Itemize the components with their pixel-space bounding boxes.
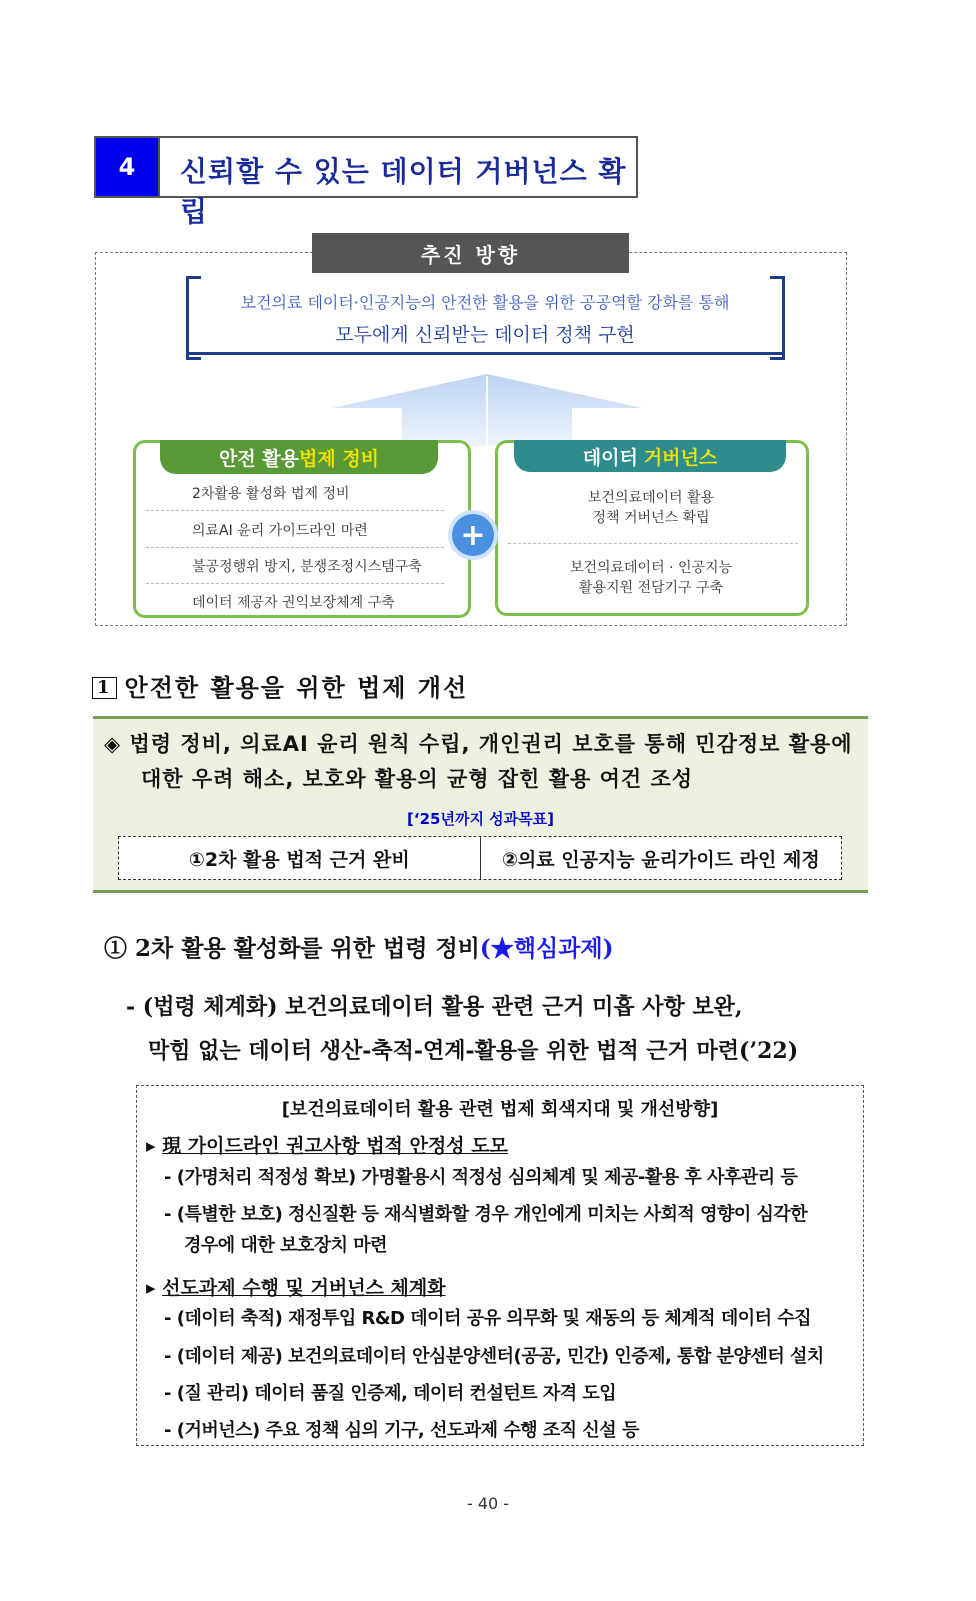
detail-group-heading (146, 1273, 446, 1300)
detail-line: - (데이터 제공) 보건의료데이터 안심분양센터(공공, 민간) 인증제, 통합 분양센터 설치 (164, 1346, 824, 1367)
divider (146, 510, 444, 511)
core-task-label: (★핵심과제) (479, 935, 614, 962)
legal-item: 2차활용 활성화 법제 정비 (192, 486, 350, 502)
detail-line: - (거버넌스) 주요 정책 심의 기구, 선도과제 수행 조직 신설 등 (164, 1420, 639, 1441)
target-table (118, 836, 842, 880)
vision-line-1: 보건의료 데이터·인공지능의 안전한 활용을 위한 공공역할 강화를 통해 (240, 293, 730, 312)
detail-line: 경우에 대한 보호장치 마련 (184, 1235, 388, 1256)
direction-tag: 추진 방향 (312, 233, 629, 273)
subsection-title (92, 668, 468, 703)
item-title (104, 930, 614, 963)
goal-line-2: 대한 우려 해소, 보호와 활용의 균형 잡힌 활용 여건 조성 (141, 767, 694, 791)
legal-title-prefix: 안전 활용 (218, 447, 299, 470)
plus-icon: + (452, 514, 494, 556)
legal-item: 불공정행위 방지, 분쟁조정시스템구축 (192, 559, 422, 575)
legal-item: 데이터 제공자 권익보장체계 구축 (192, 595, 395, 611)
vision-underline (186, 352, 785, 355)
vision-bracket-left (186, 276, 201, 360)
subsection-title-text: 안전한 활용을 위한 법제 개선 (124, 673, 469, 702)
governance-item (520, 488, 782, 528)
detail-title: [보건의료데이터 활용 관련 법제 회색지대 및 개선방향] (281, 1099, 719, 1120)
governance-box-title (514, 440, 786, 472)
bullet-icon: ▸ (146, 1135, 156, 1157)
target-cell: ①2차 활용 법적 근거 완비 (188, 848, 410, 871)
vision-line-2: 모두에게 신뢰받는 데이터 정책 구현 (335, 324, 635, 346)
target-cell: ②의료 인공지능 윤리가이드 라인 제정 (480, 837, 842, 879)
paragraph-line-2: 막힘 없는 데이터 생산-축적-연계-활용을 위한 법적 근거 마련(’22) (148, 1038, 799, 1064)
legal-title-highlight: 법제 정비 (299, 447, 380, 470)
divider (146, 547, 444, 548)
governance-title-prefix: 데이터 (582, 446, 638, 469)
upward-arrow-graphic (322, 372, 652, 446)
detail-line: - (질 관리) 데이터 품질 인증제, 데이터 컨설턴트 자격 도입 (164, 1383, 617, 1404)
subsection-number: 1 (92, 677, 117, 699)
governance-item-line: 보건의료데이터 · 인공지능 (569, 560, 733, 576)
detail-line: - (데이터 축적) 재정투입 R&D 데이터 공유 의무화 및 재동의 등 체계적 데이터 수집 (164, 1308, 812, 1329)
governance-title-highlight: 거버넌스 (643, 446, 718, 469)
legal-box-title (160, 440, 438, 474)
section-title: 신뢰할 수 있는 데이터 거버넌스 확립 (180, 155, 627, 228)
target-label: [‘25년까지 성과목표] (407, 810, 554, 828)
group-heading-text: 선도과제 수행 및 거버넌스 체계화 (162, 1277, 446, 1299)
governance-item (520, 558, 782, 598)
paragraph-line-1: - (법령 체계화) 보건의료데이터 활용 관련 근거 미흡 사항 보완, (126, 994, 743, 1020)
divider (508, 543, 798, 544)
group-heading-text: 現 가이드라인 권고사항 법적 안정성 도모 (162, 1135, 508, 1157)
governance-item-line: 활용지원 전담기구 구축 (578, 580, 724, 596)
governance-item-line: 보건의료데이터 활용 (587, 490, 715, 506)
detail-line: - (가명처리 적정성 확보) 가명활용시 적정성 심의체계 및 제공-활용 후 사후관리 등 (164, 1167, 798, 1188)
bullet-icon: ▸ (146, 1277, 156, 1299)
item-title-main: ① 2차 활용 활성화를 위한 법령 정비 (104, 935, 480, 962)
divider (146, 583, 444, 584)
detail-line: - (특별한 보호) 정신질환 등 재식별화할 경우 개인에게 미치는 사회적 영향이 심각한 (164, 1204, 808, 1225)
goal-line-1: ◈ 법령 정비, 의료AI 윤리 원칙 수립, 개인권리 보호를 통해 민감정보 활용에 (104, 732, 853, 756)
page-number: - 40 - (466, 1494, 510, 1513)
section-header (94, 136, 638, 228)
vision-bracket-right (770, 276, 785, 360)
detail-group-heading (146, 1131, 508, 1158)
governance-item-line: 정책 거버넌스 확립 (592, 510, 710, 526)
legal-item: 의료AI 윤리 가이드라인 마련 (192, 523, 368, 539)
section-number: 4 (96, 138, 160, 196)
